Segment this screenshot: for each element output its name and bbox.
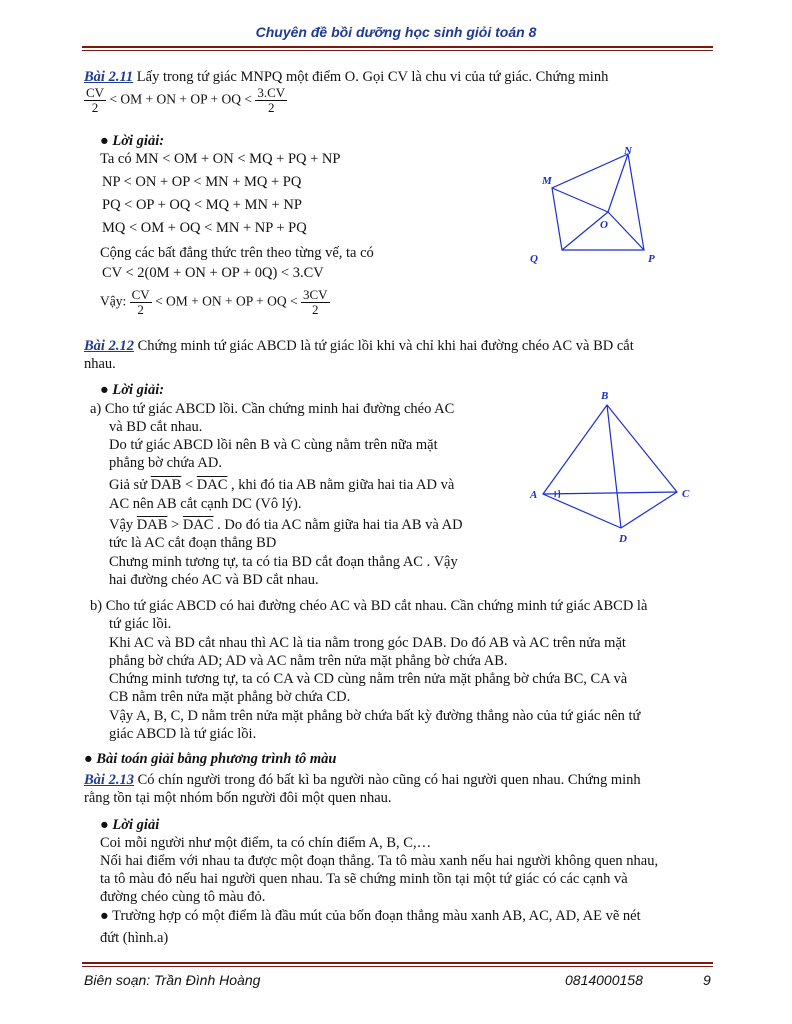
footer-page-number: 9: [703, 972, 711, 988]
segment-oq: [562, 212, 608, 250]
label-m: M: [542, 175, 552, 187]
footer-rule-thin: [82, 966, 713, 967]
part-b-line: tứ giác lồi.: [109, 616, 172, 632]
footer-author: Biên soạn: Trần Đình Hoàng: [84, 972, 261, 988]
solution-line: CV < 2(0M + ON + OP + 0Q) < 3.CV: [102, 265, 324, 281]
part-b-line: Khi AC và BD cắt nhau thì AC là tia nằm trong góc DAB. Do đó AB và AC trên nửa mặt: [109, 635, 626, 651]
part-a-line: Chưng minh tương tự, ta có tia BD cắt đoạn thẳng AC . Vậy: [109, 554, 458, 570]
part-a-line: AC nên AB cắt cạnh DC (Vô lý).: [109, 496, 302, 512]
problem-2-12-statement-cont: nhau.: [84, 356, 116, 372]
solution-line: Cộng các bất đẳng thức trên theo từng vế, ta có: [100, 245, 374, 261]
angle-mark: [559, 490, 560, 498]
segment-on: [608, 154, 628, 212]
figure-quadrilateral-abcd: [525, 385, 700, 550]
label-b: B: [601, 390, 609, 402]
solution-line: Ta có MN < OM + ON < MQ + PQ + NP: [100, 151, 341, 167]
header-rule: [82, 46, 713, 48]
diagonal-ac: [543, 492, 677, 494]
part-b-line: Vậy A, B, C, D nằm trên nửa mặt phẳng bờ chứa bất kỳ đường thẳng nào của tứ giác nên tứ: [109, 708, 641, 724]
section-title: ● Bài toán giải bằng phương trình tô màu: [84, 751, 337, 767]
solution-heading: ● Lời giải:: [100, 382, 165, 398]
problem-2-11-label[interactable]: Bài 2.11: [84, 69, 134, 85]
solution-line: đường chéo cùng tô màu đỏ.: [100, 889, 266, 905]
label-d: D: [619, 533, 627, 545]
problem-2-12-statement: Bài 2.12 Chứng minh tứ giác ABCD là tứ giác lồi khi và chỉ khi hai đường chéo AC và BD cắt: [84, 338, 634, 354]
label-c: C: [682, 488, 690, 500]
part-a-line: tức là AC cắt đoạn thẳng BD: [109, 535, 277, 551]
solution-line: ta tô màu đỏ nếu hai người quen nhau. Ta sẽ chứng minh tồn tại một tứ giác có các cạnh và: [100, 871, 628, 887]
part-b-line: CB nằm trên nửa mặt phẳng bờ chứa CD.: [109, 689, 351, 705]
part-b-line: phẳng bờ chứa AD; AD và AC nằm trên nửa mặt phẳng bờ chứa AB.: [109, 653, 508, 669]
solution-line: MQ < OM + OQ < MN + NP + PQ: [102, 220, 307, 236]
part-a-line: Do tứ giác ABCD lồi nên B và C cùng nằm trên nữa mặt: [109, 437, 438, 453]
part-b-line: b) Cho tứ giác ABCD có hai đường chéo AC và BD cắt nhau. Cần chứng minh tứ giác ABCD là: [90, 598, 648, 614]
solution-line: Coi mỗi người như một điểm, ta có chín điểm A, B, C,…: [100, 835, 432, 851]
label-q: Q: [530, 253, 538, 265]
diagonal-bd: [607, 405, 621, 528]
part-b-line: giác ABCD là tứ giác lồi.: [109, 726, 257, 742]
part-a-line: a) Cho tứ giác ABCD lồi. Cần chứng minh hai đường chéo AC: [90, 401, 455, 417]
part-a-line: và BD cắt nhau.: [109, 419, 203, 435]
part-a-line: hai đường chéo AC và BD cắt nhau.: [109, 572, 319, 588]
solution-line: đứt (hình.a): [100, 930, 169, 946]
footer-rule: [82, 962, 713, 964]
header-rule-thin: [82, 50, 713, 51]
conclusion-inequality: Vậy: $\frac{CV}{2}$ < OM + ON + OP + OQ < $\frac{3CV}{2}$: [100, 287, 328, 317]
label-n: N: [624, 145, 632, 157]
solution-heading: ● Lời giải: [100, 817, 160, 833]
part-b-line: Chứng minh tương tự, ta có CA và CD cùng nằm trên nửa mặt phẳng bờ chứa BC, CA và: [109, 671, 628, 687]
problem-2-11-statement: Bài 2.11 Lấy trong tứ giác MNPQ một điểm O. Gọi CV là chu vi của tứ giác. Chứng minh: [84, 69, 609, 85]
footer-phone: 0814000158: [565, 972, 643, 988]
part-a-line: Vậy $\overline{DAB} > \overline{DAC}$ . Do đó tia AC nằm giữa hai tia AB và AD: [109, 517, 463, 533]
problem-2-11-inequality: $\frac{CV}{2}$ < OM + ON + OP + OQ < $\frac{3.CV}{2}$: [86, 85, 286, 115]
segment-om: [552, 188, 608, 212]
part-a-line: Giả sử $\overline{DAB} < \overline{DAC}$ , khi đó tia AB nằm giữa hai tia AD và: [109, 477, 455, 493]
solution-line: ● Trường hợp có một điểm là đầu mút của bốn đoạn thẳng màu xanh AB, AC, AD, AE vẽ nét: [100, 908, 641, 924]
problem-2-12-label[interactable]: Bài 2.12: [84, 338, 134, 354]
label-a: A: [530, 489, 538, 501]
problem-2-13-statement: Bài 2.13 Có chín người trong đó bất kì ba người nào cũng có hai người quen nhau. Chứng minh: [84, 772, 641, 788]
label-p: P: [648, 253, 655, 265]
part-a-line: phẳng bờ chứa AD.: [109, 455, 222, 471]
problem-2-13-label[interactable]: Bài 2.13: [84, 772, 134, 788]
page-header-title: Chuyên đề bồi dưỡng học sinh giỏi toán 8: [255, 24, 537, 40]
label-o: O: [600, 219, 608, 231]
figure-quadrilateral-mnpq: [520, 140, 670, 270]
problem-2-13-statement-cont: rằng tồn tại một nhóm bốn người đôi một quen nhau.: [84, 790, 392, 806]
solution-line: PQ < OP + OQ < MQ + MN + NP: [102, 197, 302, 213]
solution-heading: ● Lời giải:: [100, 133, 165, 149]
quad-outline: [543, 405, 677, 528]
solution-line: NP < ON + OP < MN + MQ + PQ: [102, 174, 302, 190]
solution-line: Nối hai điểm với nhau ta được một đoạn thẳng. Ta tô màu xanh nếu hai người không quen nhau,: [100, 853, 659, 869]
